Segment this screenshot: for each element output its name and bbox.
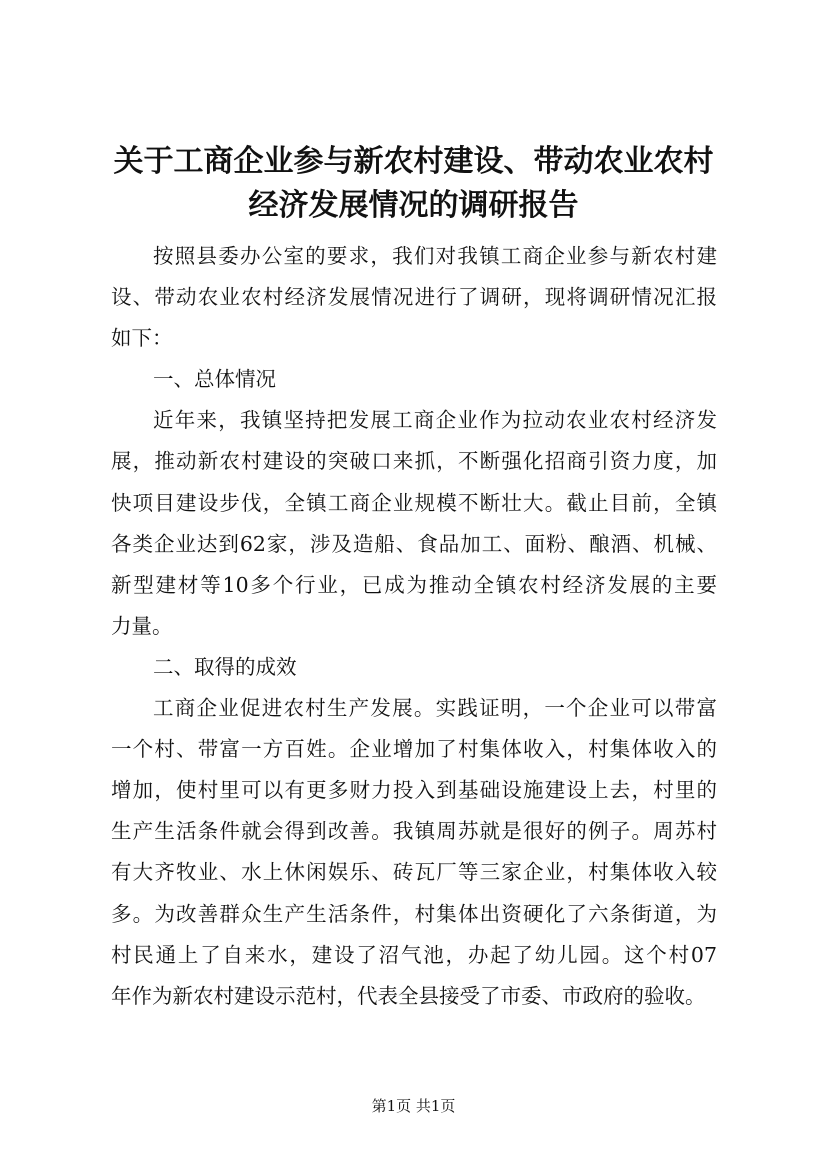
paragraph-line: 各类企业达到62家，涉及造船、食品加工、面粉、酿酒、机械、 xyxy=(111,531,717,556)
paragraph-line: 年作为新农村建设示范村，代表全县接受了市委、市政府的验收。 xyxy=(111,983,706,1008)
document-title xyxy=(100,140,727,228)
paragraph-line: 有大齐牧业、水上休闲娱乐、砖瓦厂等三家企业，村集体收入较 xyxy=(111,860,717,885)
paragraph-line: 近年来，我镇坚持把发展工商企业作为拉动农业农村经济发 xyxy=(153,408,717,433)
paragraph-line: 力量。 xyxy=(111,613,173,638)
paragraph xyxy=(111,400,717,647)
paragraph-line: 工商企业促进农村生产发展。实践证明，一个企业可以带富 xyxy=(153,696,717,721)
paragraph-line: 增加，使村里可以有更多财力投入到基础设施建设上去，村里的 xyxy=(111,778,717,803)
paragraph-line: 新型建材等10多个行业，已成为推动全镇农村经济发展的主要 xyxy=(111,572,717,597)
paragraph-line: 多。为改善群众生产生活条件，村集体出资硬化了六条街道，为 xyxy=(111,901,717,926)
document-body xyxy=(111,236,717,1017)
paragraph-line: 设、带动农业农村经济发展情况进行了调研，现将调研情况汇报 xyxy=(111,285,717,310)
paragraph-line: 村民通上了自来水，建设了沼气池，办起了幼儿园。这个村07 xyxy=(111,942,717,967)
paragraph-line: 一个村、带富一方百姓。企业增加了村集体收入，村集体收入的 xyxy=(111,737,717,762)
paragraph-line: 快项目建设步伐，全镇工商企业规模不断壮大。截止目前，全镇 xyxy=(111,490,717,515)
paragraph-line: 生产生活条件就会得到改善。我镇周苏就是很好的例子。周苏村 xyxy=(111,819,717,844)
paragraph-line: 按照县委办公室的要求，我们对我镇工商企业参与新农村建 xyxy=(153,244,717,268)
paragraph xyxy=(111,236,717,359)
title-line-2: 经济发展情况的调研报告 xyxy=(248,188,579,223)
title-line-1: 关于工商企业参与新农村建设、带动农业农村 xyxy=(113,144,714,179)
paragraph-line: 如下： xyxy=(111,326,173,351)
section-heading xyxy=(111,359,717,400)
page-footer: 第1页 共1页 xyxy=(371,1097,456,1115)
paragraph xyxy=(111,688,717,1017)
paragraph-line: 展，推动新农村建设的突破口来抓，不断强化招商引资力度，加 xyxy=(111,449,717,474)
heading-text: 二、取得的成效 xyxy=(153,654,297,679)
heading-text: 一、总体情况 xyxy=(153,367,276,392)
section-heading xyxy=(111,647,717,688)
